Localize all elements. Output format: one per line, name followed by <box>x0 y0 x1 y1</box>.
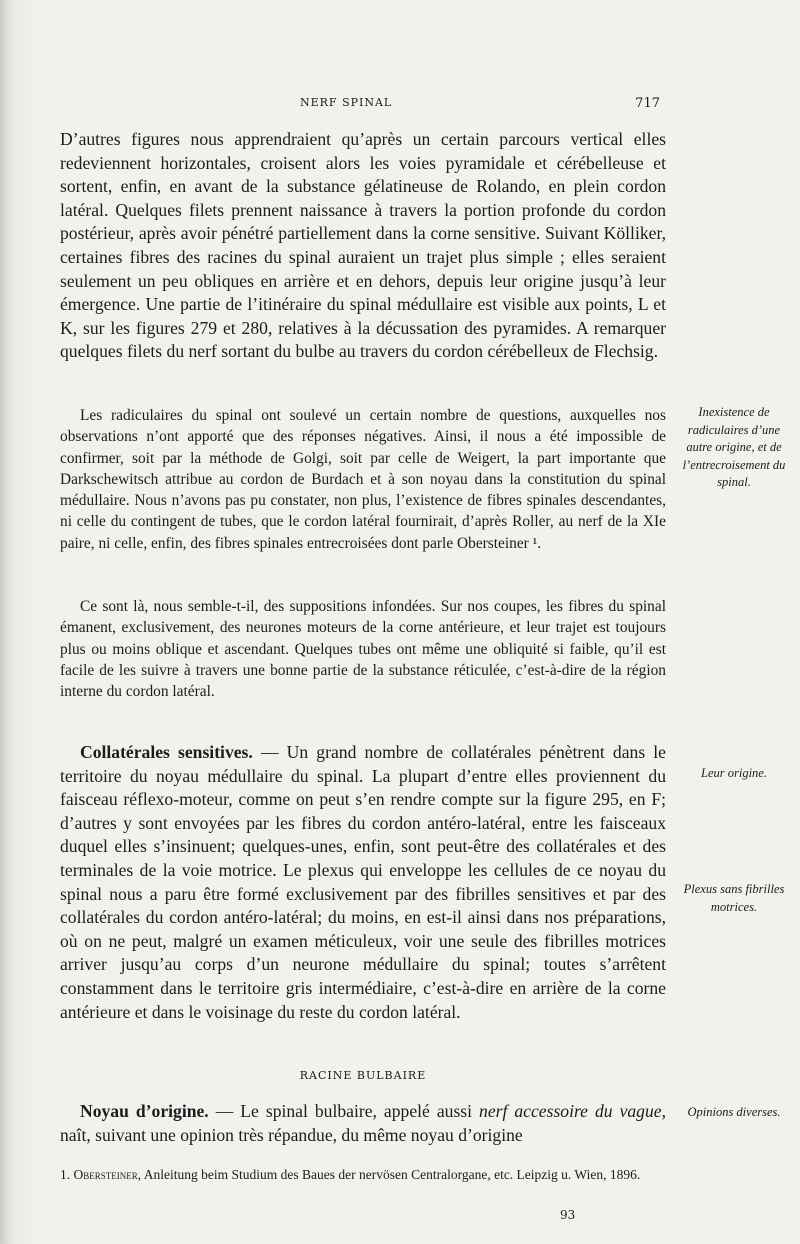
header-title: NERF SPINAL <box>300 96 393 109</box>
paragraph-2-text: Les radiculaires du spinal ont soulevé un certain nombre de questions, auxquelles nos observations n’ont apporté que des réponses négatives. Ainsi, il nous a été impossible de confirmer, soit par la méthode de Golgi, soit par celle de Weigert, la part importante que Darkschewitsch attribue au cordon de Burdach et à son noyau dans la constitution du spinal médullaire. Nous n’avons pas pu constater, non plus, l’existence de fibres spinales descendantes, ni celle du contingent de tubes, que le cordon latéral fournirait, d’après Roller, au nerf de la XIe paire, ni celle, enfin, des fibres spinales entrecroisées dont parle Obersteiner ¹. <box>60 407 666 552</box>
signature-mark: 93 <box>560 1208 576 1222</box>
paragraph-5-body-b: , naît, suivant une opinion très répandue, du même noyau d’origine <box>60 1101 666 1145</box>
footnote-text: , Anleitung beim Studium des Baues der nervösen Centralorgane, etc. Leipzig u. Wien, 1896. <box>137 1167 641 1182</box>
paragraph-3-text: Ce sont là, nous semble-t-il, des suppositions infondées. Sur nos coupes, les fibres du spinal émanent, exclusivement, des neurones moteurs de la corne antérieure, et leur trajet est toujours plus ou moins oblique et ascendant. Quelques tubes ont même une obliquité si faible, qu’il est facile de les suivre à travers une bonne partie de la substance réticulée, c’est-à-dire de la région interne du cordon latéral. <box>60 598 666 701</box>
page-edge <box>0 0 10 1244</box>
paragraph-2 <box>60 405 666 554</box>
paragraph-4 <box>60 741 666 1024</box>
paragraph-3 <box>60 596 666 702</box>
margin-note-2: Leur origine. <box>701 766 767 780</box>
paragraph-5-text <box>60 1100 666 1147</box>
paragraph-5-body-a: — Le spinal bulbaire, appelé aussi <box>208 1101 480 1121</box>
paragraph-4-text <box>60 741 666 1024</box>
footnote-marker: 1. <box>60 1167 74 1182</box>
paragraph-5-heading: Noyau d’origine. <box>80 1101 209 1121</box>
paragraph-5-italic: nerf accessoire du vague <box>479 1101 662 1121</box>
paragraph-4-heading: Collatérales sensitives. <box>80 742 253 762</box>
paragraph-4-body: — Un grand nombre de collatérales pénètrent dans le territoire du noyau médullaire du spinal. La plupart d’entre elles proviennent du faisceau réflexo-moteur, comme on peut s’en rendre compte sur la figure 295, en F; d’autres y sont envoyées par les fibres du cordon antéro-latéral, entre les faisceaux duquel elles s’insinuent; quelques-unes, enfin, sont peut-être des collatérales et des terminales de la voie motrice. Le plexus qui enveloppe les cellules de ce noyau du spinal nous a paru être formé exclusivement par des fibrilles sensitives et par des collatérales du cordon antéro-latéral; du moins, en est-il ainsi dans nos préparations, où on ne peut, malgré un examen méticuleux, voir une seule des fibrilles motrices arriver jusqu’au corps d’un neurone médullaire du spinal; toutes s’arrêtent constamment dans le territoire gris intermédiaire, c’est-à-dire en arrière de la corne antérieure et dans le voisinage du reste du cordon latéral. <box>60 742 666 1022</box>
paragraph-5 <box>60 1100 666 1147</box>
section-title: RACINE BULBAIRE <box>299 1069 427 1082</box>
page-number: 717 <box>635 96 660 111</box>
paragraph-1 <box>60 128 666 364</box>
footnote-author: Obersteiner <box>73 1167 138 1182</box>
margin-note-4: Opinions diverses. <box>687 1105 781 1119</box>
running-header <box>60 96 660 116</box>
footnote <box>60 1166 666 1184</box>
margin-note-1: Inexistence de radiculaires d’une autre origine, et de l’entrecroisement du spinal. <box>682 405 786 489</box>
paragraph-1-text: D’autres figures nous apprendraient qu’après un certain parcours vertical elles redeviennent horizontales, croisent alors les voies pyramidale et cérébelleuse et sortent, enfin, en avant de la substance gélatineuse de Rolando, en plein cordon latéral. Quelques filets prennent naissance à travers la portion profonde du cordon postérieur, après avoir pénétré partiellement dans la corne sensitive. Suivant Kölliker, certaines fibres des racines du spinal auraient un trajet plus simple ; elles seraient seulement un peu obliques en arrière et en dehors, depuis leur origine jusqu’à leur émergence. Une partie de l’itinéraire du spinal médullaire est visible aux points, L et K, sur les figures 279 et 280, relatives à la décussation des pyramides. A remarquer quelques filets du nerf sortant du bulbe au travers du cordon cérébelleux de Flechsig. <box>60 129 666 362</box>
margin-note-3: Plexus sans fibrilles motrices. <box>683 882 785 914</box>
